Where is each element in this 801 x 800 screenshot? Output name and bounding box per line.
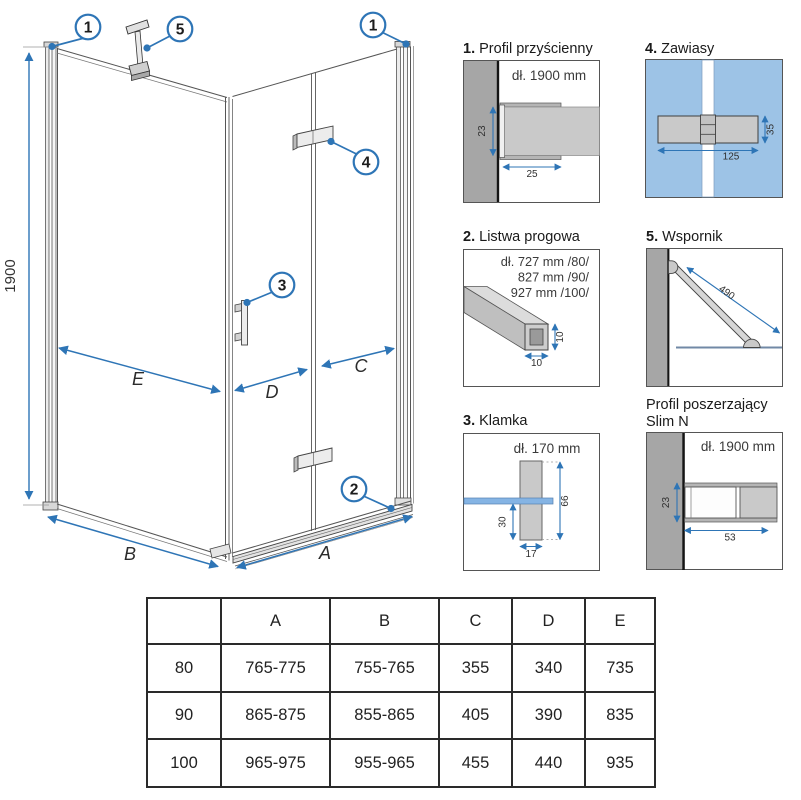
detail-1-name: Profil przyścienny [479, 41, 593, 57]
table-header-size [147, 598, 221, 644]
height-label: 1900 [2, 259, 19, 293]
svg-text:3: 3 [277, 277, 287, 295]
detail-6-drawing [646, 432, 783, 570]
detail-1-drawing [463, 60, 600, 203]
height-dimension [2, 47, 52, 505]
detail-3-name: Klamka [479, 413, 528, 429]
detail-6-title [646, 397, 768, 431]
table-cell: 90 [147, 692, 221, 739]
detail-1-title [463, 41, 593, 58]
table-cell: 405 [439, 692, 512, 739]
detail-2-length-100: 927 mm /100/ [510, 285, 589, 300]
detail-4-dim-width: 125 [722, 151, 740, 163]
detail-3-length: dł. 170 mm [513, 441, 581, 456]
detail-3-dim-total: 66 [560, 495, 571, 507]
table-header-row [147, 598, 655, 644]
table-cell: 440 [512, 739, 585, 787]
table-header-a: A [221, 598, 330, 644]
table-cell: 340 [512, 644, 585, 692]
hinge-section [658, 115, 758, 144]
detail-5-name: Wspornik [662, 229, 723, 245]
wall-profile-section [500, 103, 600, 160]
table-cell: 355 [439, 644, 512, 692]
detail-6-dim-width: 53 [724, 532, 736, 544]
detail-4-dim-height: 35 [765, 123, 777, 136]
detail-2-drawing [463, 249, 600, 387]
table-cell: 735 [585, 644, 655, 692]
extension-profile-section [685, 483, 778, 522]
detail-4-title [645, 41, 714, 58]
detail-6-length: dł. 1900 mm [700, 439, 776, 454]
table-cell: 80 [147, 644, 221, 692]
dim-label-a: A [318, 543, 332, 563]
table-cell: 855-865 [330, 692, 439, 739]
detail-5-number: 5. [646, 229, 659, 245]
isometric-drawing [0, 0, 440, 600]
door-panels [233, 49, 412, 553]
corner-post [226, 97, 233, 561]
dim-label-c: C [354, 356, 368, 376]
detail-2-dim-width: 10 [530, 358, 543, 369]
door-handle [235, 301, 248, 346]
detail-4-number: 4. [645, 41, 658, 57]
bottom-hinge [294, 448, 332, 472]
svg-text:5: 5 [175, 21, 185, 39]
detail-1-dim-width: 25 [526, 169, 538, 180]
detail-6-name-line2: Slim N [646, 414, 689, 430]
table-row [147, 692, 655, 739]
svg-text:1: 1 [368, 17, 378, 35]
table-cell: 935 [585, 739, 655, 787]
detail-2-length-90: 827 mm /90/ [517, 269, 589, 285]
dim-label-e: E [131, 369, 145, 389]
detail-3-title [463, 413, 527, 430]
table-cell: 455 [439, 739, 512, 787]
table-cell: 865-875 [221, 692, 330, 739]
right-wall-profile [395, 42, 414, 506]
detail-2-number: 2. [463, 229, 476, 245]
table-cell: 755-765 [330, 644, 439, 692]
table-row [147, 739, 655, 787]
dim-label-d: D [265, 382, 279, 402]
detail-3-dim-lower: 30 [497, 516, 509, 528]
detail-6-dim-height: 23 [661, 496, 672, 509]
detail-2-dim-height: 10 [555, 331, 566, 343]
detail-4-name: Zawiasy [661, 41, 715, 57]
detail-5-title [646, 229, 723, 246]
table-cell: 765-775 [221, 644, 330, 692]
left-wall-profile [43, 42, 58, 510]
detail-1-length: dł. 1900 mm [511, 68, 587, 83]
detail-1-number: 1. [463, 41, 476, 57]
detail-3-number: 3. [463, 413, 476, 429]
svg-text:4: 4 [361, 154, 371, 172]
left-glass-panel [57, 49, 227, 562]
table-header-e: E [585, 598, 655, 644]
detail-2-title [463, 229, 580, 246]
width-dimensions [48, 348, 412, 568]
svg-text:2: 2 [349, 481, 359, 499]
detail-2-length-80: dł. 727 mm /80/ [500, 254, 589, 269]
glass-section [464, 498, 553, 504]
table-cell: 955-965 [330, 739, 439, 787]
svg-text:1: 1 [83, 19, 93, 37]
detail-4-drawing [645, 59, 783, 198]
table-header-d: D [512, 598, 585, 644]
detail-3-drawing [463, 433, 600, 571]
detail-3-dim-width: 17 [525, 549, 537, 560]
top-hinge [293, 126, 333, 150]
table-cell: 835 [585, 692, 655, 739]
table-cell: 965-975 [221, 739, 330, 787]
detail-5-drawing [646, 248, 783, 387]
table-cell: 100 [147, 739, 221, 787]
table-header-b: B [330, 598, 439, 644]
detail-2-name: Listwa progowa [479, 229, 580, 245]
size-table [146, 597, 656, 788]
detail-6-name-line1: Profil poszerzający [646, 397, 768, 413]
detail-5-dim-length: 490 [716, 283, 737, 303]
table-header-c: C [439, 598, 512, 644]
table-row [147, 644, 655, 692]
table-cell: 390 [512, 692, 585, 739]
wall [647, 249, 667, 386]
detail-1-dim-height: 23 [477, 125, 488, 137]
dim-label-b: B [123, 544, 137, 564]
